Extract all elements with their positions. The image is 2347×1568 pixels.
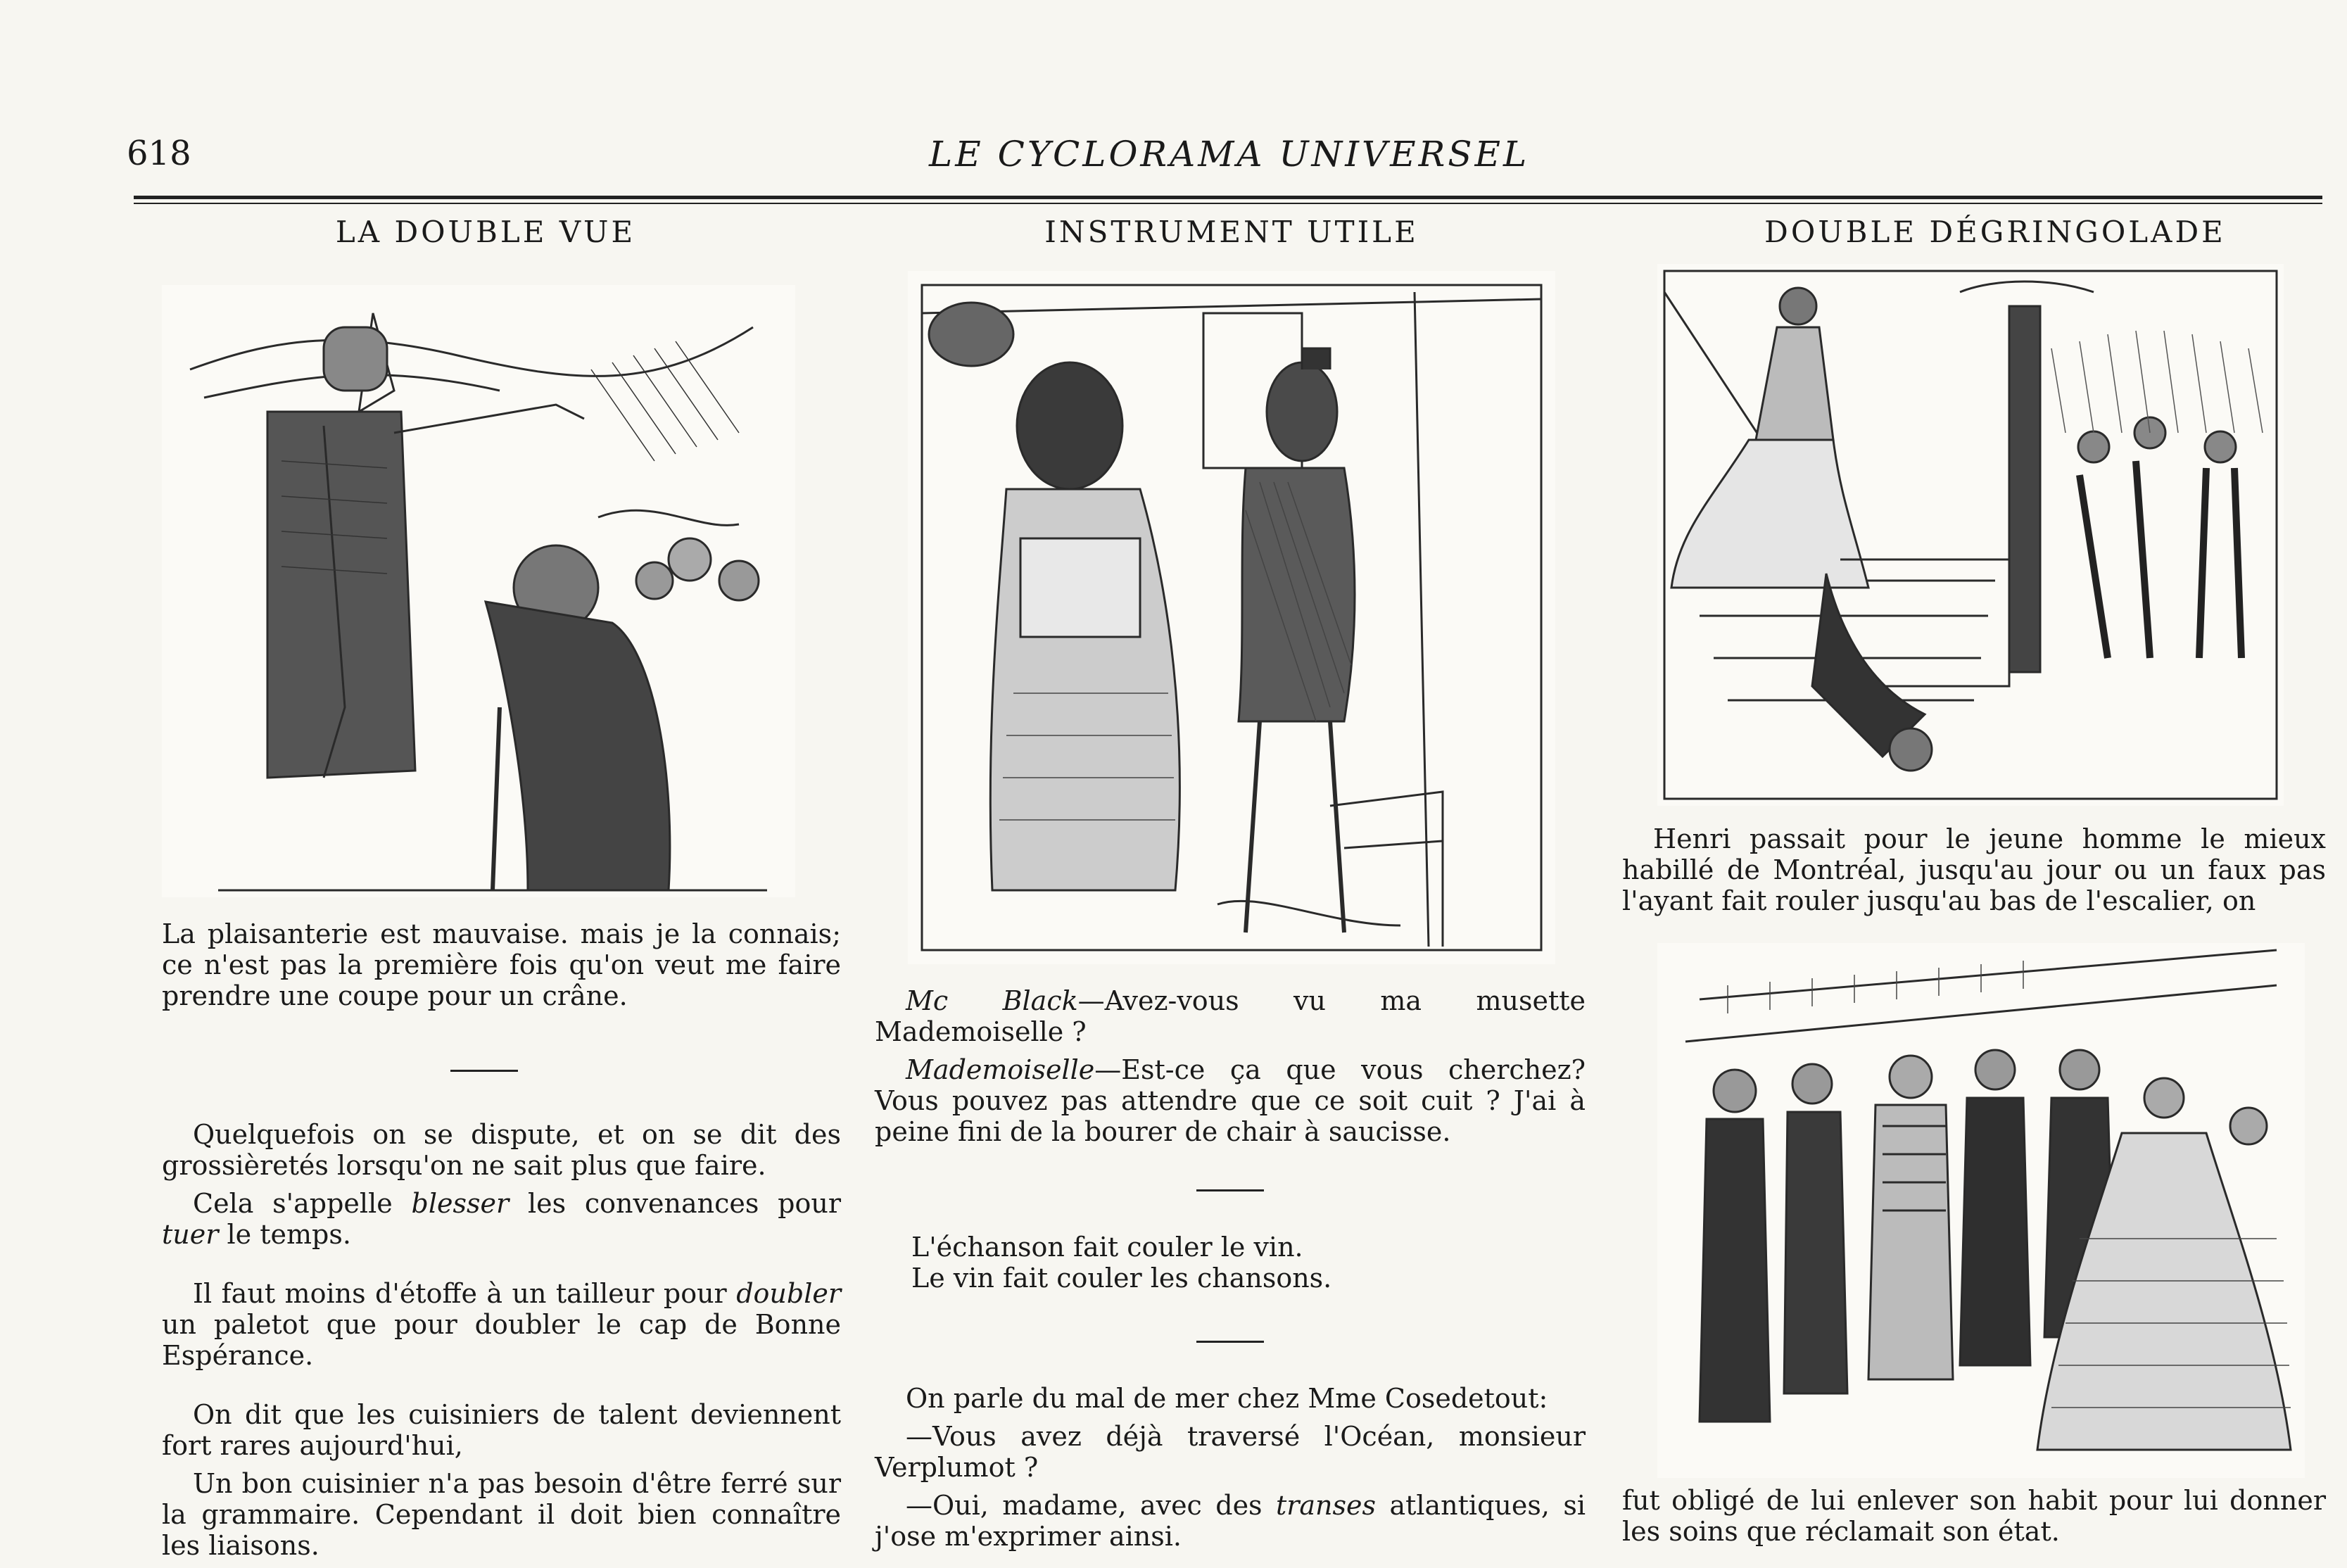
engraving-la-double-vue: [162, 285, 795, 897]
joke-text: Cela s'appelle: [193, 1188, 412, 1219]
col1-jokes: [162, 1119, 841, 1568]
dialogue-text: —Est-ce ça que vous cherchez? Vous pouvez pas attendre que ce soit cuit ? J'ai à peine fini de la bourer de chair à saucisse.: [875, 1054, 1586, 1147]
joke-emphasis: tuer: [162, 1219, 219, 1250]
engraving-instrument-utile: [908, 271, 1555, 964]
dialogue-line: [875, 1054, 1586, 1147]
verse-line: L'échanson fait couler le vin.: [911, 1232, 1303, 1263]
col2-dialogue: [875, 985, 1586, 1154]
joke-text: [875, 1490, 1586, 1552]
joke-text: atlantiques, si j'ose m'exprimer ainsi.: [875, 1490, 1586, 1552]
joke-emphasis: doubler: [736, 1278, 841, 1309]
caption-text: La plaisanterie est mauvaise. mais je la connais; ce n'est pas la première fois qu'on veut me faire prendre une coupe pour un crâne.: [162, 918, 841, 1011]
illustration-bagpipe: [908, 271, 1555, 964]
col3-caption-bottom: [1622, 1485, 2326, 1554]
joke-text: —Vous avez déjà traversé l'Océan, monsieur Verplumot ?: [875, 1421, 1586, 1483]
page-number: 618: [127, 134, 191, 173]
illustration-staircase: [1657, 264, 2284, 806]
dialogue-text: —Avez-vous vu ma musette Mademoiselle ?: [875, 985, 1586, 1047]
joke-emphasis: blesser: [411, 1188, 510, 1219]
illustration-ballroom: [1657, 943, 2305, 1478]
joke-text: Un bon cuisinier n'a pas besoin d'être ferré sur la grammaire. Cependant il doit bien connaître les liaisons.: [162, 1468, 841, 1561]
caption-text: fut obligé de lui enlever son habit pour lui donner les soins que réclamait son état.: [1622, 1485, 2326, 1547]
col2-verse: [911, 1232, 1545, 1294]
engraving-staircase-fall: [1657, 264, 2284, 806]
speaker-name: Mademoiselle: [906, 1054, 1095, 1085]
col3-caption-top: [1622, 823, 2326, 923]
header-rule-thin: [134, 203, 2322, 204]
col2-title: INSTRUMENT UTILE: [1044, 215, 1419, 249]
speaker-name: Mc Black: [906, 985, 1078, 1016]
separator: [1196, 1189, 1264, 1191]
separator: [1196, 1341, 1264, 1343]
dialogue-line: [875, 985, 1586, 1047]
col3-title: DOUBLE DÉGRINGOLADE: [1764, 215, 2226, 249]
separator: [450, 1070, 518, 1072]
verse-line: Le vin fait couler les chansons.: [911, 1263, 1332, 1294]
joke-text: On dit que les cuisiniers de talent deviennent fort rares aujourd'hui,: [162, 1399, 841, 1461]
joke-text: —Oui, madame, avec des: [906, 1490, 1276, 1521]
col1-caption: [162, 918, 841, 1018]
col2-joke: [875, 1383, 1586, 1559]
journal-title: LE CYCLORAMA UNIVERSEL: [929, 134, 1530, 175]
joke-text: [162, 1278, 841, 1371]
joke-emphasis: transes: [1275, 1490, 1377, 1521]
col1-title: LA DOUBLE VUE: [335, 215, 636, 249]
header-rule: [134, 196, 2322, 199]
joke-text: [162, 1188, 841, 1250]
joke-text: On parle du mal de mer chez Mme Cosedetout:: [906, 1383, 1548, 1414]
caption-text: Henri passait pour le jeune homme le mieux habillé de Montréal, jusqu'au jour ou un faux pas l'ayant fait rouler jusqu'au bas de l'escalier, on: [1622, 823, 2326, 916]
joke-text: un paletot que pour doubler le cap de Bonne Espérance.: [162, 1309, 841, 1371]
joke-text: Il faut moins d'étoffe à un tailleur pour: [193, 1278, 737, 1309]
joke-text: le temps.: [218, 1219, 351, 1250]
illustration-blindfolded-man: [162, 285, 795, 897]
joke-text: Quelquefois on se dispute, et on se dit des grossièretés lorsqu'on ne sait plus que faire.: [162, 1119, 841, 1181]
joke-text: les convenances pour: [509, 1188, 841, 1219]
engraving-ballroom-crowd: [1657, 943, 2305, 1478]
